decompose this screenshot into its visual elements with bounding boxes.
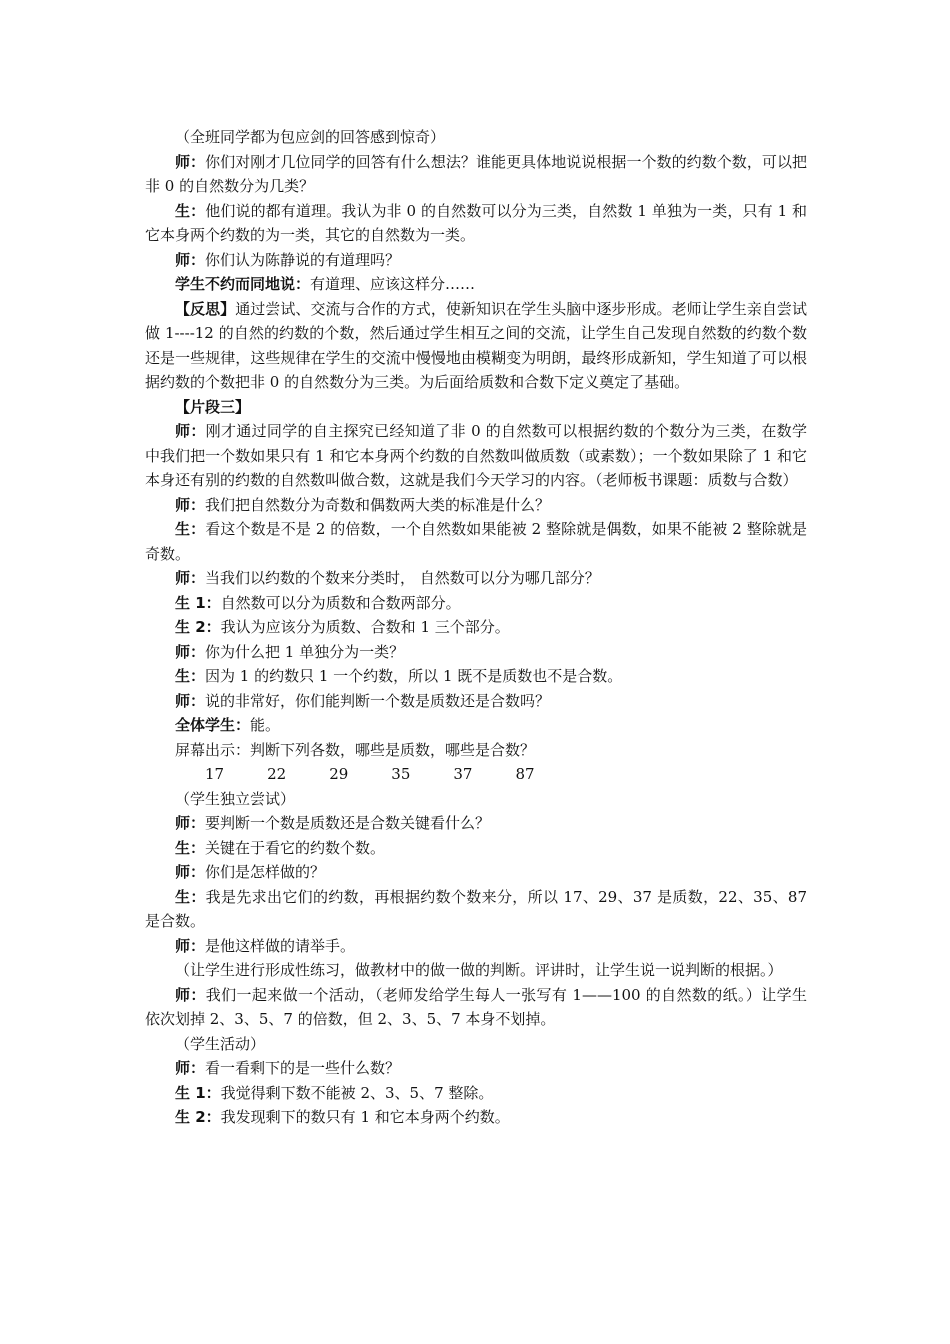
speaker-label: 师： [175, 985, 206, 1004]
speaker-label: 师： [175, 691, 206, 710]
paragraph-text: （学生活动） [175, 1034, 266, 1053]
paragraph-text: 我发现剩下的数只有 1 和它本身两个约数。 [220, 1108, 510, 1126]
speaker-label: 生： [175, 887, 206, 906]
paragraph-text: 屏幕出示：判断下列各数，哪些是质数，哪些是合数？ [175, 740, 536, 759]
paragraph [145, 934, 807, 959]
speaker-label: 师： [175, 642, 206, 661]
speaker-label: 师： [175, 422, 206, 440]
paragraph-text: 我们一起来做一个活动，（老师发给学生每人一张写有 1——100 的自然数的纸。）让学生依次划掉 2、3、5、7 的倍数，但 2、3、5、7 本身不划掉。 [145, 985, 807, 1028]
section-heading [145, 395, 807, 420]
number-item: 87 [515, 765, 535, 783]
paragraph [145, 713, 807, 738]
number-item: 17 [205, 765, 225, 783]
speaker-label: 全体学生： [175, 716, 251, 734]
document-body [145, 125, 807, 1130]
paragraph [145, 615, 807, 640]
paragraph-text: （全班同学都为包应剑的回答感到惊奇） [175, 128, 446, 146]
paragraph [145, 1081, 807, 1106]
paragraph [145, 125, 807, 150]
speaker-label: 生： [175, 667, 206, 685]
number-item: 29 [329, 765, 349, 783]
speaker-label: 学生不约而同地说： [175, 275, 311, 293]
paragraph-text: 刚才通过同学的自主探究已经知道了非 0 的自然数可以根据约数的个数分为三类，在数学中我们把一个数如果只有 1 和它本身两个约数的自然数叫做质数（或素数）；一个数如果除了 1 和它本身还有别的约数的自然数叫做合数，这就是我们今天学习的内容。（老师板书课题：质数与合数） [145, 422, 807, 489]
number-list [145, 762, 807, 787]
paragraph [145, 664, 807, 689]
paragraph-text: 有道理、应该这样分…… [310, 275, 476, 293]
paragraph-text: （学生独立尝试） [175, 789, 296, 808]
paragraph [145, 787, 807, 812]
paragraph-text: 自然数可以分为质数和合数两部分。 [220, 593, 461, 612]
paragraph [145, 689, 807, 714]
number-item: 22 [267, 765, 287, 783]
speaker-label: 生： [175, 520, 206, 538]
paragraph [145, 1056, 807, 1081]
paragraph-text: 看一看剩下的是一些什么数？ [205, 1059, 401, 1077]
paragraph-text: 他们说的都有道理。我认为非 0 的自然数可以分为三类，自然数 1 单独为一类，只有 1 和它本身两个约数的为一类，其它的自然数为一类。 [145, 201, 807, 244]
paragraph-text: 关键在于看它的约数个数。 [205, 838, 386, 857]
speaker-label: 生： [175, 838, 206, 857]
paragraph-text: 你为什么把 1 单独分为一类？ [205, 642, 405, 661]
paragraph [145, 885, 807, 934]
paragraph-text: 你们对刚才几位同学的回答有什么想法？谁能更具体地说说根据一个数的约数个数，可以把非 0 的自然数分为几类？ [145, 152, 807, 195]
number-item: 35 [391, 765, 411, 783]
paragraph-text: 我是先求出它们的约数，再根据约数个数来分，所以 17、29、37 是质数，22、35、87 是合数。 [145, 887, 807, 930]
paragraph-text: 说的非常好，你们能判断一个数是质数还是合数吗？ [205, 691, 551, 710]
paragraph [145, 836, 807, 861]
paragraph [145, 738, 807, 763]
speaker-label: 生 1： [175, 1083, 221, 1102]
paragraph [145, 958, 807, 983]
paragraph-text: 要判断一个数是质数还是合数关键看什么？ [205, 814, 491, 832]
paragraph [145, 640, 807, 665]
paragraph [145, 150, 807, 199]
paragraph [145, 566, 807, 591]
paragraph [145, 272, 807, 297]
number-item: 37 [453, 765, 473, 783]
paragraph [145, 419, 807, 493]
paragraph [145, 248, 807, 273]
paragraph-text: 当我们以约数的个数来分类时， 自然数可以分为哪几部分？ [205, 569, 600, 587]
paragraph-text: 因为 1 的约数只 1 一个约数，所以 1 既不是质数也不是合数。 [205, 667, 623, 685]
reflection-label: 【反思】 [175, 299, 236, 318]
paragraph [145, 811, 807, 836]
paragraph-text: 是他这样做的请举手。 [205, 936, 356, 955]
speaker-label: 师： [175, 863, 206, 881]
speaker-label: 师： [175, 495, 206, 514]
speaker-label: 师： [175, 814, 206, 832]
paragraph-text: 我们把自然数分为奇数和偶数两大类的标准是什么？ [205, 495, 551, 514]
speaker-label: 师： [175, 250, 206, 269]
paragraph-text: 你们是怎样做的？ [205, 863, 326, 881]
paragraph [145, 517, 807, 566]
reflection-paragraph [145, 297, 807, 395]
paragraph-text: 我觉得剩下数不能被 2、3、5、7 整除。 [220, 1083, 494, 1102]
speaker-label: 生 1： [175, 593, 221, 612]
paragraph-text: （让学生进行形成性练习，做教材中的做一做的判断。评讲时，让学生说一说判断的根据。） [175, 961, 783, 979]
speaker-label: 生 2： [175, 618, 221, 636]
paragraph-text: 我认为应该分为质数、合数和 1 三个部分。 [220, 618, 510, 636]
paragraph-text: 能。 [250, 716, 281, 734]
speaker-label: 师： [175, 936, 206, 955]
speaker-label: 生 2： [175, 1108, 221, 1126]
paragraph [145, 493, 807, 518]
paragraph [145, 199, 807, 248]
speaker-label: 师： [175, 569, 206, 587]
paragraph [145, 860, 807, 885]
paragraph [145, 591, 807, 616]
speaker-label: 师： [175, 152, 206, 171]
paragraph-text: 看这个数是不是 2 的倍数，一个自然数如果能被 2 整除就是偶数，如果不能被 2 整除就是奇数。 [145, 520, 807, 563]
speaker-label: 师： [175, 1059, 206, 1077]
paragraph-text: 你们认为陈静说的有道理吗？ [205, 250, 401, 269]
paragraph-text: 通过尝试、交流与合作的方式，使新知识在学生头脑中逐步形成。老师让学生亲自尝试做 1----12 的自然的约数的个数，然后通过学生相互之间的交流，让学生自己发现自然数的约数个数还是一些规律，这些规律在学生的交流中慢慢地由模糊变为明朗，最终形成新知，学生知道了可以根据约数的个数把非 0 的自然数分为三类。为后面给质数和合数下定义奠定了基础。 [145, 299, 807, 391]
section-title: 【片段三】 [175, 397, 251, 416]
paragraph [145, 983, 807, 1032]
paragraph [145, 1105, 807, 1130]
paragraph [145, 1032, 807, 1057]
speaker-label: 生： [175, 201, 206, 220]
